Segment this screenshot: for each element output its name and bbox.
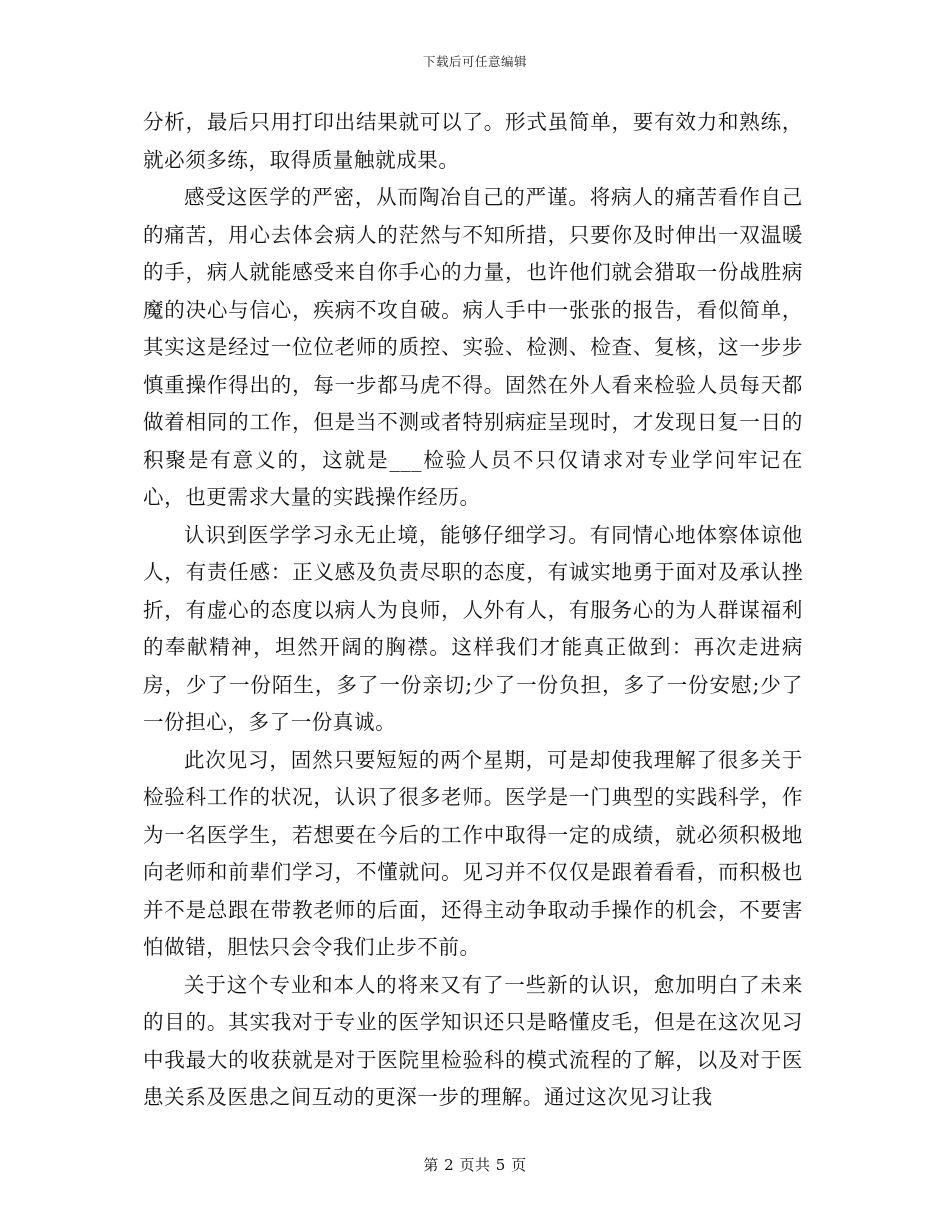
paragraph-3: 认识到医学学习永无止境，能够仔细学习。有同情心地体察体谅他人，有责任感：正义感及负责尽职的态度，有诚实地勇于面对及承认挫折，有虚心的态度以病人为良师，人外有人，有服务心的为人群谋福利的奉献精神，坦然开阔的胸襟。这样我们才能真正做到：再次走进病房，少了一份陌生，多了一份亲切;少了一份负担，多了一份安慰;少了一份担心，多了一份真诚。 — [143, 522, 803, 734]
page-header: 下载后可任意编辑 — [422, 54, 527, 69]
document-body — [143, 104, 803, 1117]
page-number-footer: 第 2 页共 5 页 — [423, 1156, 527, 1174]
paragraph-4: 此次见习，固然只要短短的两个星期，可是却使我理解了很多关于检验科工作的状况，认识了很多老师。医学是一门典型的实践科学，作为一名医学生，若想要在今后的工作中取得一定的成绩，就必须积极地向老师和前辈们学习，不懂就问。见习并不仅仅是跟着看看，而积极也并不是总跟在带教老师的后面，还得主动争取动手操作的机会，不要害怕做错，胆怯只会令我们止步不前。 — [143, 747, 803, 959]
paragraph-2: 感受这医学的严密，从而陶冶自己的严谨。将病人的痛苦看作自己的痛苦，用心去体会病人的茫然与不知所措，只要你及时伸出一双温暖的手，病人就能感受来自你手心的力量，也许他们就会猎取一份战胜病魔的决心与信心，疾病不攻自破。病人手中一张张的报告，看似简单，其实这是经过一位位老师的质控、实验、检测、检查、复核，这一步步慎重操作得出的，每一步都马虎不得。固然在外人看来检验人员每天都做着相同的工作，但是当不测或者特别病症呈现时，才发现日复一日的积聚是有意义的，这就是___检验人员不只仅请求对专业学问牢记在心，也更需求大量的实践操作经历。 — [143, 185, 803, 509]
paragraph-5: 关于这个专业和本人的将来又有了一些新的认识，愈加明白了未来的目的。其实我对于专业的医学知识还只是略懂皮毛，但是在这次见习中我最大的收获就是对于医院里检验科的模式流程的了解，以及对于医患关系及医患之间互动的更深一步的理解。通过这次见习让我 — [143, 972, 803, 1109]
paragraph-1: 分析，最后只用打印出结果就可以了。形式虽简单，要有效力和熟练，就必须多练，取得质量触就成果。 — [143, 110, 803, 172]
